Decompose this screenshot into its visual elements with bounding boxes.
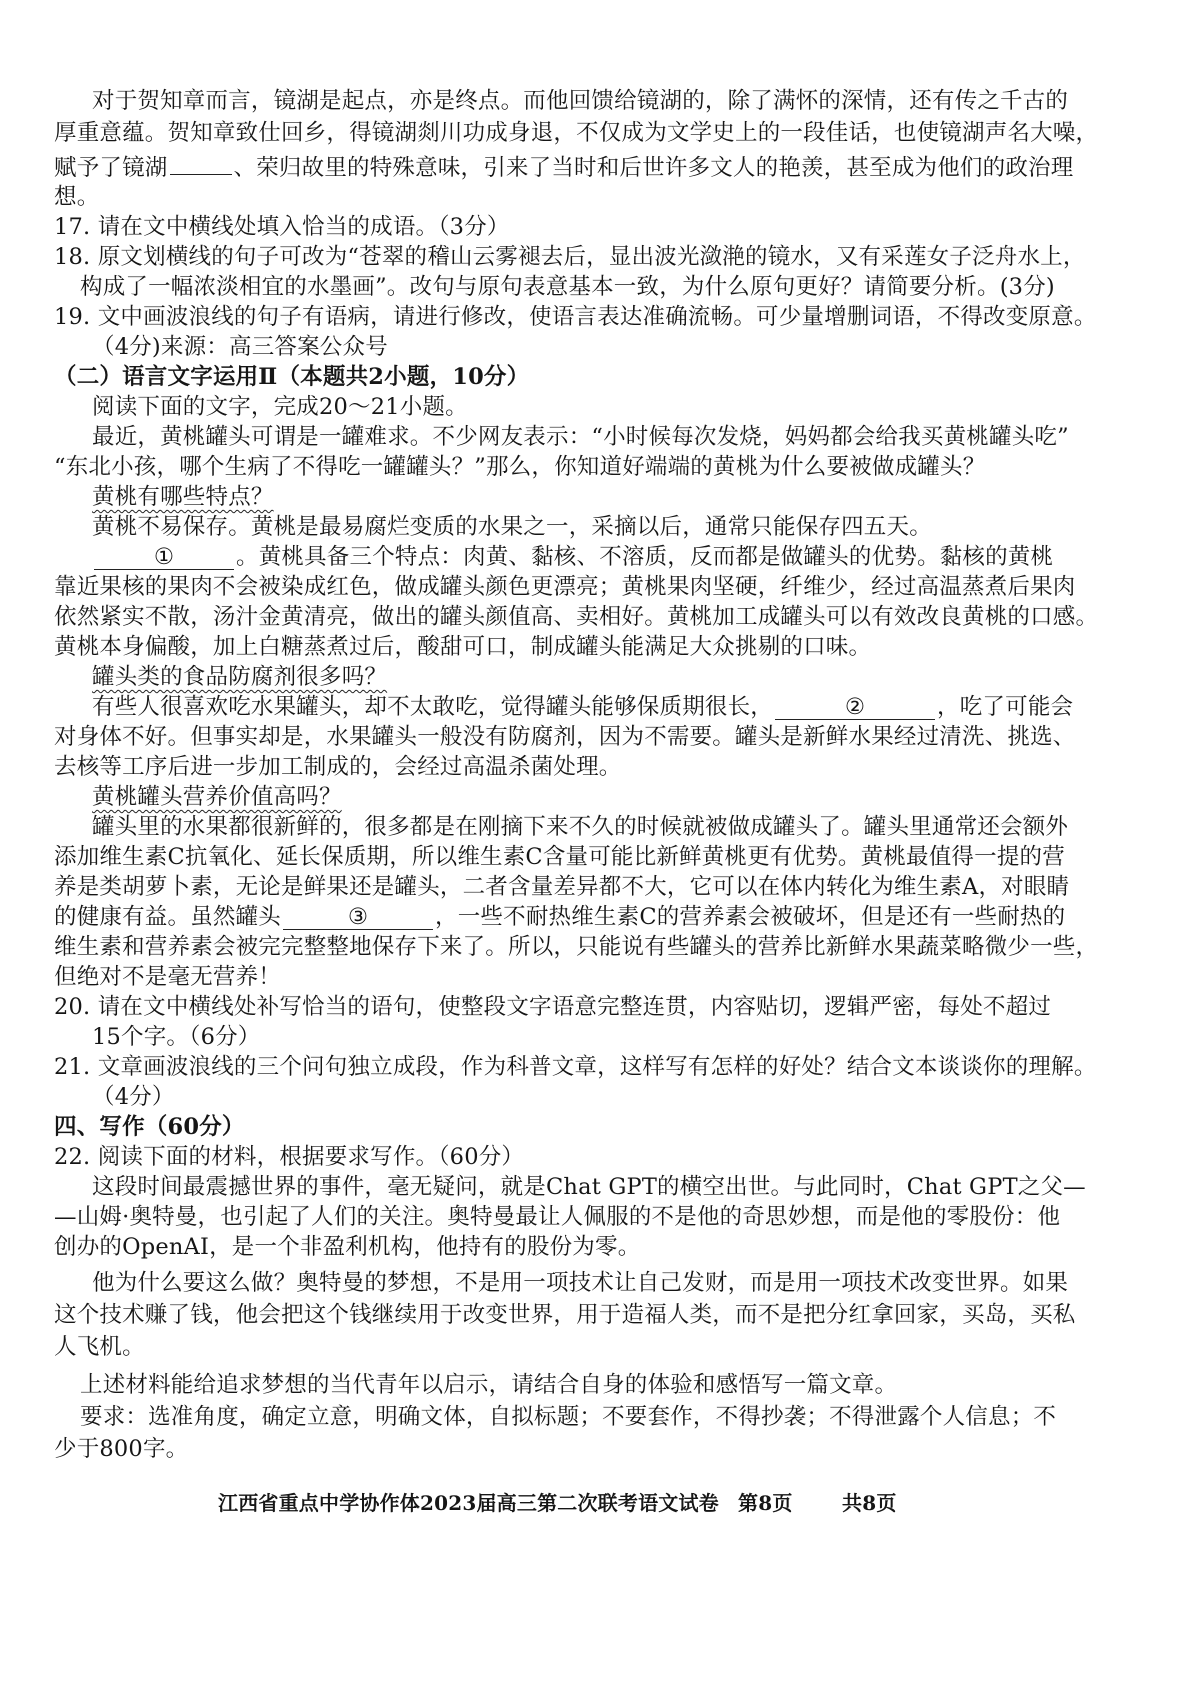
question-18-cont: 构成了一幅浓淡相宜的水墨画”。改句与原句表意基本一致，为什么原句更好？请简要分析。(3分) <box>80 274 1055 300</box>
body-line: 靠近果核的果肉不会被染成红色，做成罐头颜色更漂亮；黄桃果肉坚硬，纤维少，经过高温蒸煮后果肉 <box>54 574 1076 600</box>
footer-total-pages: 共8页 <box>842 1491 897 1515</box>
question-19: 19. 文中画波浪线的句子有语病，请进行修改，使语言表达准确流畅。可少量增删词语，不得改变原意。 <box>54 304 1097 330</box>
body-line: 对身体不好。但事实却是，水果罐头一般没有防腐剂，因为不需要。罐头是新鲜水果经过清洗、挑选、 <box>54 724 1076 750</box>
body-line <box>54 902 1065 932</box>
body-line: 黄桃本身偏酸，加上白糖蒸煮过后，酸甜可口，制成罐头能满足大众挑剔的口味。 <box>54 634 872 660</box>
instruction: 阅读下面的文字，完成20～21小题。 <box>92 394 468 420</box>
material-line: 人飞机。 <box>54 1334 145 1360</box>
material-line: 他为什么要这么做？奥特曼的梦想，不是用一项技术让自己发财，而是用一项技术改变世界。如果 <box>92 1270 1069 1296</box>
body-line: 依然紧实不散，汤汁金黄清亮，做出的罐头颜值高、卖相好。黄桃加工成罐头可以有效改良黄桃的口感。 <box>54 604 1099 630</box>
body-text: 。黄桃具备三个特点：肉黄、黏核、不溶质，反而都是做罐头的优势。黏核的黄桃 <box>236 544 1054 570</box>
body-line: 去核等工序后进一步加工制成的，会经过高温杀菌处理。 <box>54 754 622 780</box>
body-text: 的健康有益。虽然罐头 <box>54 904 282 930</box>
requirements: 要求：选准角度，确定立意，明确文体，自拟标题；不要套作，不得抄袭；不得泄露个人信息；不 <box>80 1404 1057 1430</box>
question-21-cont: （4分） <box>92 1084 175 1110</box>
passage-line: 对于贺知章而言，镜湖是起点，亦是终点。而他回馈给镜湖的，除了满怀的深情，还有传之千古的 <box>92 88 1069 114</box>
question-22: 22. 阅读下面的材料，根据要求写作。（60分） <box>54 1144 525 1170</box>
question-20-cont: 15个字。（6分） <box>92 1024 261 1050</box>
question-17: 17. 请在文中横线处填入恰当的成语。（3分） <box>54 214 510 240</box>
wavy-question: 罐头类的食品防腐剂很多吗？ <box>92 664 388 690</box>
material-line: —山姆·奥特曼，也引起了人们的关注。奥特曼最让人佩服的不是他的奇思妙想，而是他的零股份：他 <box>54 1204 1061 1230</box>
passage-line: 想。 <box>54 184 100 210</box>
intro-line: “东北小孩，哪个生病了不得吃一罐罐头？”那么，你知道好端端的黄桃为什么要被做成罐头？ <box>54 454 986 480</box>
intro-line: 最近，黄桃罐头可谓是一罐难求。不少网友表示：“小时候每次发烧，妈妈都会给我买黄桃罐头吃” <box>92 424 1069 450</box>
blank-1: ① <box>94 545 234 570</box>
material-line: 这个技术赚了钱，他会把这个钱继续用于改变世界，用于造福人类，而不是把分红拿回家，买岛，买私 <box>54 1302 1076 1328</box>
body-text: ，吃了可能会 <box>937 694 1074 720</box>
blank-3: ③ <box>283 905 433 930</box>
question-21: 21. 文章画波浪线的三个问句独立成段，作为科普文章，这样写有怎样的好处？结合文本谈谈你的理解。 <box>54 1054 1097 1080</box>
body-text: 有些人很喜欢吃水果罐头，却不太敢吃，觉得罐头能够保质期很长， <box>92 694 774 720</box>
question-19-cont: （4分)来源：高三答案公众号 <box>92 334 388 360</box>
wavy-question: 黄桃罐头营养价值高吗？ <box>92 784 342 810</box>
section-heading: 四、写作（60分） <box>54 1114 245 1140</box>
question-20: 20. 请在文中横线处补写恰当的语句，使整段文字语意完整连贯，内容贴切，逻辑严密，每处不超过 <box>54 994 1052 1020</box>
subquestion-a <box>92 482 274 512</box>
blank-2: ② <box>775 695 935 720</box>
body-line: 添加维生素C抗氧化、延长保质期，所以维生素C含量可能比新鲜黄桃更有优势。黄桃最值得一提的营 <box>54 844 1065 870</box>
body-line: 维生素和营养素会被完完整整地保存下来了。所以，只能说有些罐头的营养比新鲜水果蔬菜略微少一些， <box>54 934 1099 960</box>
passage-text: 、荣归故里的特殊意味，引来了当时和后世许多文人的艳羡，甚至成为他们的政治理 <box>233 155 1074 181</box>
passage-text: 赋予了镜湖 <box>54 155 168 181</box>
passage-line <box>54 150 1073 183</box>
body-line: 黄桃不易保存。黄桃是最易腐烂变质的水果之一，采摘以后，通常只能保存四五天。 <box>92 514 932 540</box>
passage-line: 厚重意蕴。贺知章致仕回乡，得镜湖剡川功成身退，不仅成为文学史上的一段佳话，也使镜湖声名大噪， <box>54 120 1099 146</box>
wavy-question: 黄桃有哪些特点？ <box>92 484 274 510</box>
body-line: 养是类胡萝卜素，无论是鲜果还是罐头，二者含量差异都不大，它可以在体内转化为维生素A，对眼睛 <box>54 874 1070 900</box>
material-line: 创办的OpenAI，是一个非盈利机构，他持有的股份为零。 <box>54 1234 641 1260</box>
question-18: 18. 原文划横线的句子可改为“苍翠的稽山云雾褪去后，显出波光潋滟的镜水，又有采莲女子泛舟水上， <box>54 244 1086 270</box>
section-heading: （二）语言文字运用Ⅱ（本题共2小题，10分） <box>54 364 530 390</box>
body-text: ，一些不耐热维生素C的营养素会被破坏，但是还有一些耐热的 <box>435 904 1066 930</box>
footer-page-number: 第8页 <box>738 1491 793 1515</box>
requirements-cont: 少于800字。 <box>54 1436 189 1462</box>
body-line <box>92 542 1053 572</box>
idiom-blank <box>170 150 232 175</box>
subquestion-c <box>92 782 342 812</box>
footer-title: 江西省重点中学协作体2023届高三第二次联考语文试卷 <box>218 1491 719 1515</box>
body-line: 但绝对不是毫无营养！ <box>54 964 282 990</box>
body-line: 罐头里的水果都很新鲜的，很多都是在刚摘下来不久的时候就被做成罐头了。罐头里通常还会额外 <box>92 814 1069 840</box>
body-line <box>92 692 1073 722</box>
subquestion-b <box>92 662 387 692</box>
material-line: 这段时间最震撼世界的事件，毫无疑问，就是Chat GPT的横空出世。与此同时，Chat GPT之父— <box>92 1174 1086 1200</box>
material-line: 上述材料能给追求梦想的当代青年以启示，请结合自身的体验和感悟写一篇文章。 <box>80 1372 898 1398</box>
